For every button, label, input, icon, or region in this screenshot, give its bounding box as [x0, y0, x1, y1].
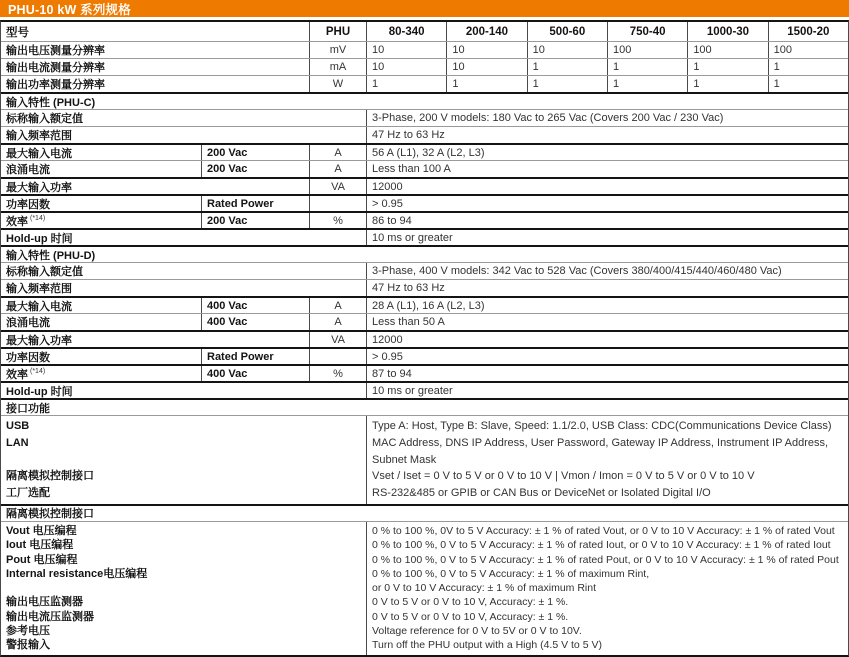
value-cell: 100: [768, 42, 848, 58]
unit-cell: A: [309, 298, 366, 313]
spec-label: 浪涌电流: [6, 317, 50, 329]
value-cell: 1: [527, 76, 607, 92]
spec-label: 输出电流测量分辨率: [6, 62, 105, 74]
value-cell: 12000: [366, 332, 848, 347]
unit-cell: A: [309, 314, 366, 330]
unit-cell: A: [309, 161, 366, 177]
spec-row: [1, 313, 848, 330]
unit-cell: W: [309, 76, 366, 92]
section-header-isolated-analog: 隔离模拟控制接口: [1, 504, 848, 521]
value-cell: 100: [607, 42, 687, 58]
isolated-analog-block: [1, 521, 848, 655]
unit-cell: [309, 196, 366, 211]
unit-cell: mV: [309, 42, 366, 58]
spec-label: 浪涌电流: [6, 164, 50, 176]
value-line: Voltage reference for 0 V to 5V or 0 V to 10V.: [372, 625, 582, 638]
spec-row: [1, 364, 848, 381]
spec-row: [1, 279, 848, 296]
spec-row: [1, 143, 848, 160]
value-line: 0 V to 5 V or 0 V to 10 V, Accuracy: ± 1 %.: [372, 596, 569, 609]
value-cell: 100: [687, 42, 767, 58]
value-cell: 10 ms or greater: [366, 383, 848, 398]
spec-row: [1, 194, 848, 211]
value-cell: 1: [687, 76, 767, 92]
value-cell: 3-Phase, 400 V models: 342 Vac to 528 Vac (Covers 380/400/415/440/460/480 Vac): [366, 263, 848, 279]
value-line: Turn off the PHU output with a High (4.5 V to 5 V): [372, 639, 602, 652]
condition-cell: 400 Vac: [201, 314, 309, 330]
value-cell: 10: [446, 59, 526, 75]
value-line: 0 % to 100 %, 0V to 5 V Accuracy: ± 1 % of rated Vout, or 0 V to 10 V Accuracy: ± 1 % of rated Vout: [372, 524, 835, 537]
spec-label: Hold-up 时间: [6, 232, 73, 245]
model-column-header: 1500-20: [768, 22, 848, 41]
value-cell: 1: [768, 76, 848, 92]
spec-row: [1, 381, 848, 398]
value-cell: 10: [446, 42, 526, 58]
value-line: 0 % to 100 %, 0 V to 5 V Accuracy: ± 1 % of rated Pout, or 0 V to 10 V Accuracy: ± 1 % of rated Pout: [372, 553, 839, 566]
spec-label: 标称输入额定值: [6, 113, 83, 125]
spec-row: [1, 296, 848, 313]
value-cell: 10: [366, 42, 446, 58]
spec-label: LAN: [6, 436, 29, 449]
spec-label: 警报输入: [6, 639, 50, 652]
spec-label: 最大输入功率: [6, 334, 72, 347]
spec-row: [1, 126, 848, 143]
value-line: or 0 V to 10 V Accuracy: ± 1 % of maximum Rint: [372, 582, 597, 595]
model-column-header: 750-40: [607, 22, 687, 41]
unit-cell: A: [309, 145, 366, 160]
spec-label: 最大输入电流: [6, 300, 72, 313]
value-cell: 1: [607, 59, 687, 75]
unit-cell: %: [309, 213, 366, 228]
value-line: 0 % to 100 %, 0 V to 5 V Accuracy: ± 1 % of maximum Rint,: [372, 567, 650, 580]
value-line: Vset / Iset = 0 V to 5 V or 0 V to 10 V | Vmon / Imon = 0 V to 5 V or 0 V to 10 V: [372, 470, 755, 483]
value-cell: 1: [687, 59, 767, 75]
value-cell: 1: [768, 59, 848, 75]
resolution-row: [1, 75, 848, 92]
value-cell: Less than 50 A: [366, 314, 848, 330]
condition-cell: 400 Vac: [201, 366, 309, 381]
unit-cell: [309, 349, 366, 364]
spec-label: 输出功率测量分辨率: [6, 79, 105, 91]
spec-label: 功率因数: [6, 198, 50, 211]
value-cell: 47 Hz to 63 Hz: [366, 280, 848, 296]
spec-label: Iout 电压编程: [6, 539, 74, 552]
model-column-header: 80-340: [366, 22, 446, 41]
spec-row: [1, 160, 848, 177]
unit-cell: %: [309, 366, 366, 381]
value-cell: 1: [446, 76, 526, 92]
condition-cell: 200 Vac: [201, 213, 309, 228]
value-line: Type A: Host, Type B: Slave, Speed: 1.1/2.0, USB Class: CDC(Communications Device Class): [372, 420, 832, 432]
spec-row: [1, 262, 848, 279]
condition-cell: 200 Vac: [201, 161, 309, 177]
spec-label: Pout 电压编程: [6, 553, 78, 566]
value-cell: 3-Phase, 200 V models: 180 Vac to 265 Vac (Covers 200 Vac / 230 Vac): [366, 110, 848, 126]
value-cell: Less than 100 A: [366, 161, 848, 177]
isolated-analog-values: [366, 522, 848, 655]
spec-row: [1, 211, 848, 228]
spec-label: 输入频率范围: [6, 130, 72, 142]
interface-labels: [1, 416, 366, 504]
spec-label: 最大输入电流: [6, 147, 72, 160]
spec-label: 隔离模拟控制接口: [6, 470, 94, 483]
table-header-row: [1, 22, 848, 41]
spec-label: [6, 452, 366, 469]
unit-cell: VA: [309, 179, 366, 194]
section-header-phu-d: 输入特性 (PHU-D): [1, 245, 848, 262]
value-cell: > 0.95: [366, 349, 848, 364]
spec-row: [1, 347, 848, 364]
value-line: 0 % to 100 %, 0 V to 5 V Accuracy: ± 1 % of rated Iout, or 0 V to 10 V Accuracy: ± 1 % of rated Iout: [372, 539, 831, 552]
value-cell: 47 Hz to 63 Hz: [366, 127, 848, 143]
spec-label: Hold-up 时间: [6, 385, 73, 398]
spec-row: [1, 177, 848, 194]
value-cell: 28 A (L1), 16 A (L2, L3): [366, 298, 848, 313]
value-cell: 1: [366, 76, 446, 92]
spec-row: [1, 330, 848, 347]
value-cell: 12000: [366, 179, 848, 194]
model-column-header: 500-60: [527, 22, 607, 41]
model-row-label: 型号: [6, 26, 29, 39]
value-cell: 10 ms or greater: [366, 230, 848, 245]
page-title: PHU-10 kW 系列规格: [8, 2, 131, 17]
value-line: RS-232&485 or GPIB or CAN Bus or DeviceNet or Isolated Digital I/O: [372, 487, 711, 500]
model-column-header: 1000-30: [687, 22, 767, 41]
model-column-header: 200-140: [446, 22, 526, 41]
spec-label: [6, 581, 366, 595]
footnote-ref: (*14): [30, 215, 46, 222]
resolution-row: [1, 58, 848, 75]
value-cell: 10: [527, 42, 607, 58]
spec-label: 输出电流压监测器: [6, 610, 94, 623]
spec-label: 输出电压监测器: [6, 596, 83, 609]
spec-label: 输出电压测量分辨率: [6, 45, 105, 57]
unit-cell: mA: [309, 59, 366, 75]
spec-label: Internal resistance电压编程: [6, 567, 148, 580]
section-header-interface: 接口功能: [1, 398, 848, 415]
spec-table: [0, 20, 849, 657]
unit-cell: VA: [309, 332, 366, 347]
value-line: MAC Address, DNS IP Address, User Password, Gateway IP Address, Instrument IP Address,: [372, 436, 829, 449]
spec-label: Vout 电压编程: [6, 524, 77, 537]
spec-label: 参考电压: [6, 625, 50, 638]
value-cell: 1: [527, 59, 607, 75]
spec-label: 输入频率范围: [6, 283, 72, 295]
condition-cell: 400 Vac: [201, 298, 309, 313]
spec-label: 工厂选配: [6, 487, 50, 500]
value-cell: 56 A (L1), 32 A (L2, L3): [366, 145, 848, 160]
spec-label: 最大输入功率: [6, 181, 72, 194]
value-cell: 1: [607, 76, 687, 92]
condition-cell: Rated Power: [201, 196, 309, 211]
value-line: Subnet Mask: [372, 453, 437, 466]
isolated-analog-labels: [1, 522, 366, 655]
spec-row: [1, 109, 848, 126]
spec-label: 效率 (*14): [6, 368, 46, 381]
section-header-phu-c: 输入特性 (PHU-C): [1, 92, 848, 109]
value-line: 0 V to 5 V or 0 V to 10 V, Accuracy: ± 1 %.: [372, 610, 569, 623]
value-cell: > 0.95: [366, 196, 848, 211]
interface-block: [1, 415, 848, 504]
value-cell: 10: [366, 59, 446, 75]
spec-label: 效率 (*14): [6, 215, 46, 228]
value-cell: 87 to 94: [366, 366, 848, 381]
spec-label: 功率因数: [6, 351, 50, 364]
interface-values: [366, 416, 848, 504]
footnote-ref: (*14): [30, 368, 46, 375]
spec-label: USB: [6, 420, 30, 432]
title-bar: [0, 0, 849, 17]
resolution-row: [1, 41, 848, 58]
spec-label: 标称输入额定值: [6, 266, 83, 278]
unit-column-header: PHU: [309, 22, 366, 41]
condition-cell: Rated Power: [201, 349, 309, 364]
condition-cell: 200 Vac: [201, 145, 309, 160]
spec-row: [1, 228, 848, 245]
value-cell: 86 to 94: [366, 213, 848, 228]
